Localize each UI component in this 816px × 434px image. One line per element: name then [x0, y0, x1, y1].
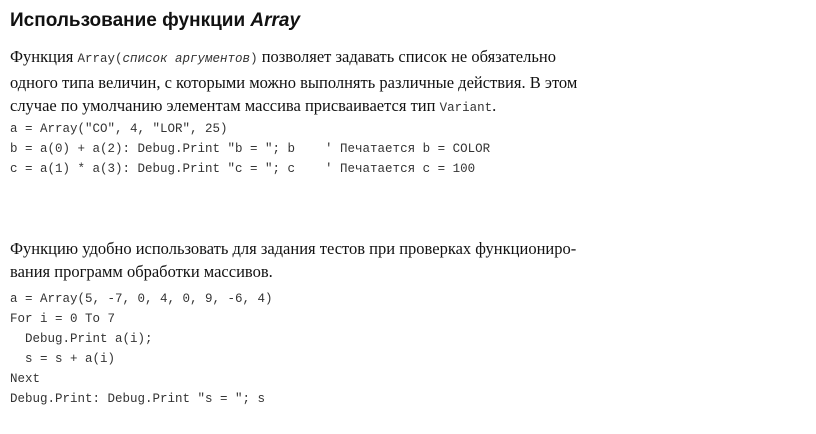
code-line: a = Array(5, -7, 0, 4, 0, 9, -6, 4) [10, 292, 273, 306]
code-line: Next [10, 372, 41, 386]
para1-line-3-end: . [492, 96, 497, 115]
code-line: s = s + a(i) [10, 352, 116, 366]
inline-code-variant: Variant [439, 101, 493, 115]
para1-text-start: Функция [10, 47, 78, 66]
code-line: For i = 0 To 7 [10, 312, 116, 326]
inline-code-array: Array( [77, 52, 123, 66]
inline-code-close: ) [250, 52, 258, 66]
code-line: Debug.Print: Debug.Print "s = "; s [10, 392, 266, 406]
intro-paragraph [10, 45, 577, 120]
heading-text: Использование функции [10, 10, 251, 31]
para1-line-2: одного типа величин, с которыми можно выполнять различные действия. В этом [10, 73, 578, 92]
para1-line-3: случае по умолчанию элементам массива присваивается тип [10, 96, 440, 115]
para2-line-2: вания программ обработки массивов. [10, 262, 273, 281]
code-line: a = Array("CO", 4, "LOR", 25) [10, 122, 228, 136]
usage-paragraph [10, 237, 576, 283]
code-line: c = a(1) * a(3): Debug.Print "c = "; c ' Печатается c = 100 [10, 162, 476, 176]
code-line: Debug.Print a(i); [10, 332, 153, 346]
para2-line-1: Функцию удобно использовать для задания тестов при проверках функциониро- [10, 239, 577, 258]
heading-function-name: Array [250, 10, 301, 31]
code-block-2 [10, 289, 273, 409]
code-block-1 [10, 119, 490, 179]
para1-text-end: позволяет задавать список не обязательно [257, 47, 556, 66]
inline-code-args: список аргументов [122, 52, 251, 66]
section-heading [10, 10, 300, 32]
code-line: b = a(0) + a(2): Debug.Print "b = "; b ' Печатается b = COLOR [10, 142, 491, 156]
